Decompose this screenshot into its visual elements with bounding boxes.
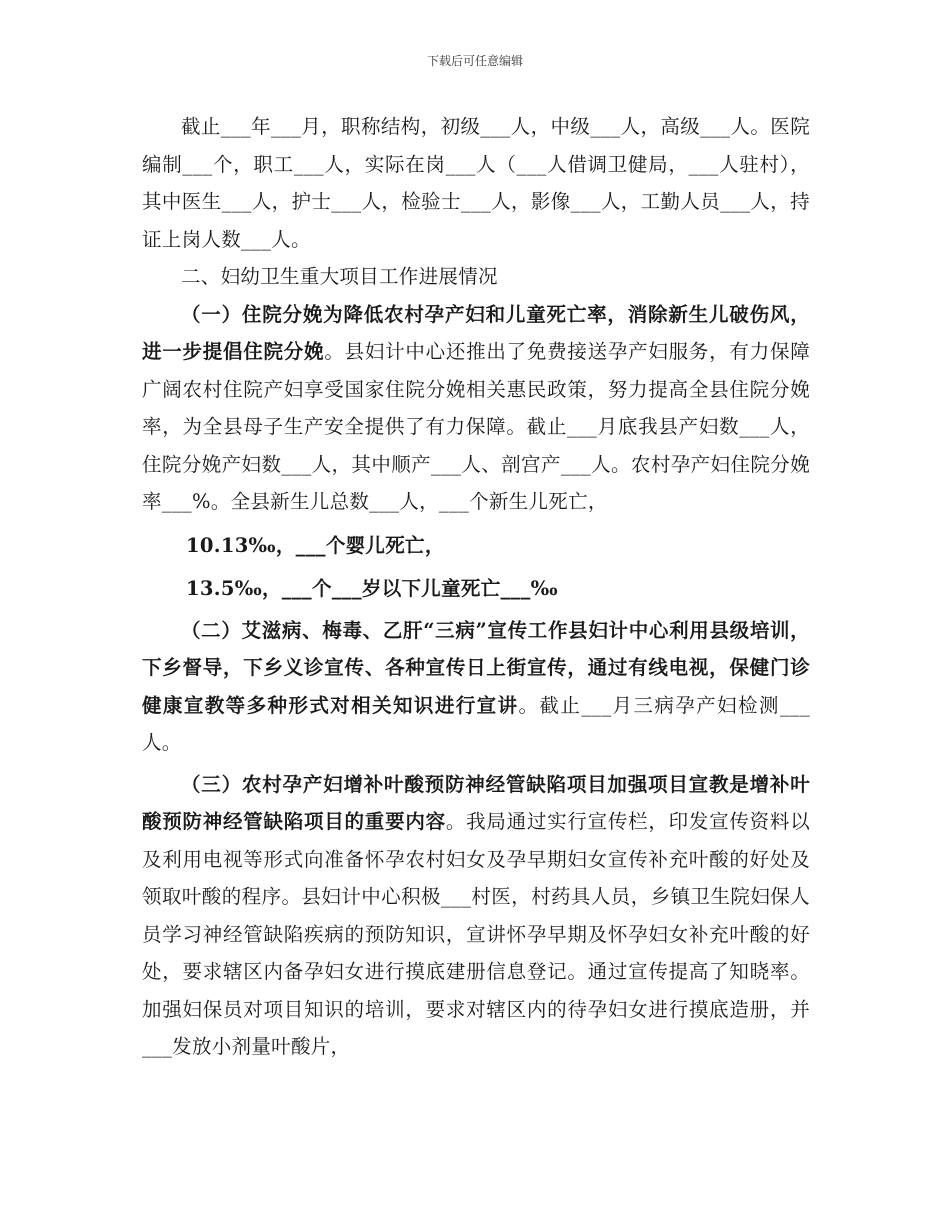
hospital-delivery-paragraph bbox=[142, 296, 810, 521]
hospital-delivery-text: 。县妇计中心还推出了免费接送孕产妇服务，有力保障广阔农村住院产妇享受国家住院分娩相关惠民政策，努力提高全县住院分娩率，为全县母子生产安全提供了有力保障。截止___月底我县产妇数___人，住院分娩产妇数___人，其中顺产___人、剖宫产___人。农村孕产妇住院分娩率___%。全县新生儿总数___人，___个新生儿死亡， bbox=[142, 340, 811, 513]
infant-mortality-line: 10.13‰，___个婴儿死亡， bbox=[186, 533, 445, 557]
document-body bbox=[142, 108, 810, 1066]
hospital-delivery-heading: （一）住院分娩为降低农村孕产妇和儿童死亡率，消除新生儿破伤风，进一步提倡住院分娩 bbox=[142, 302, 810, 363]
three-diseases-paragraph bbox=[142, 612, 810, 762]
staff-structure-paragraph: 截止___年___月，职称结构，初级___人，中级___人，高级___人。医院编制___个，职工___人，实际在岗___人（___人借调卫健局，___人驻村），其中医生___人，护士___人，检验士___人，影像___人，工勤人员___人，持证上岗人数___人。 bbox=[142, 115, 810, 251]
folic-acid-heading: （三）农村孕产妇增补叶酸预防神经管缺陷项目加强项目宣教是增补叶酸预防神经管缺陷项目的重要内容 bbox=[142, 772, 810, 833]
three-diseases-text: 。截止___月三病孕产妇检测___人。 bbox=[142, 693, 810, 754]
page-header: 下载后可任意编辑 bbox=[426, 54, 523, 68]
three-diseases-heading: （二）艾滋病、梅毒、乙肝“三病”宣传工作县妇计中心利用县级培训，下乡督导，下乡义诊宣传、各种宣传日上街宣传，通过有线电视，保健门诊健康宣教等多种形式对相关知识进行宣讲 bbox=[142, 618, 810, 717]
folic-acid-text: 。我局通过实行宣传栏，印发宣传资料以及利用电视等形式向准备怀孕农村妇女及孕早期妇女宣传补充叶酸的好处及领取叶酸的程序。县妇计中心积极___村医，村药具人员，乡镇卫生院妇保人员学习神经管缺陷疾病的预防知识，宣讲怀孕早期及怀孕妇女补充叶酸的好处，要求辖区内备孕妇女进行摸底建册信息登记。通过宣传提高了知晓率。加强妇保员对项目知识的培训，要求对辖区内的待孕妇女进行摸底造册，并___发放小剂量叶酸片， bbox=[142, 810, 810, 1058]
child-mortality-line: 13.5‰，___个___岁以下儿童死亡___‰ bbox=[186, 577, 558, 600]
folic-acid-paragraph bbox=[142, 766, 810, 1066]
section-heading-2: 二、妇幼卫生重大项目工作进展情况 bbox=[181, 265, 498, 288]
